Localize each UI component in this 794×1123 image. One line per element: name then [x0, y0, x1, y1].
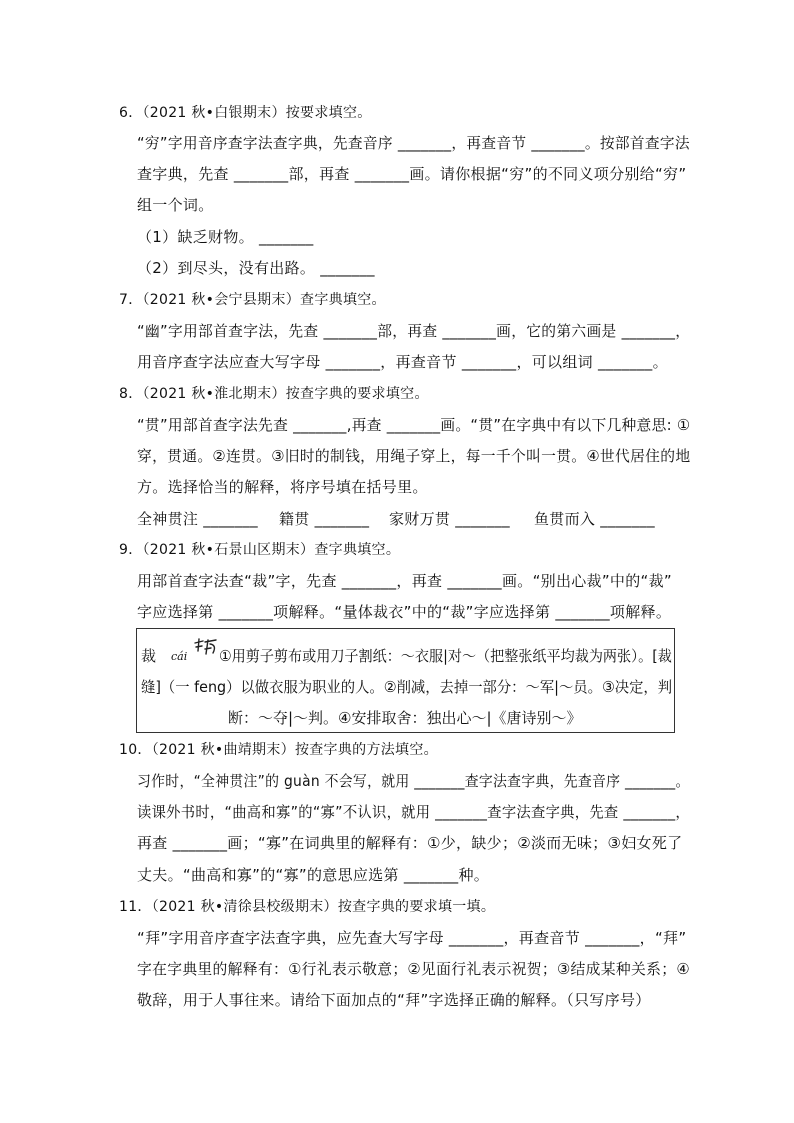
question-8-word-1: 全神贯注 _______	[137, 510, 258, 528]
question-8-line-2: 穿，贯通。②连贯。③旧时的制钱，用绳子穿上，每一千个叫一贯。④世代居住的地	[137, 447, 691, 465]
question-11-line-1: “拜”字用音序查字法查字典，应先查大写字母 _______，再查音节 _______，“拜”	[137, 929, 687, 947]
dictionary-entry-char: 裁	[141, 647, 157, 665]
question-7-line-2: 用音序查字法应查大写字母 _______，再查音节 _______，可以组词 _______。	[137, 353, 668, 371]
question-8-line-1: “贯”用部首查字法先查 _______,再查 _______画。“贯”在字典中有以下几种意思: ①	[137, 416, 691, 434]
question-11-line-3: 敬辞，用于人事往来。请给下面加点的“拜”字选择正确的解释。（只写序号）	[137, 991, 651, 1009]
question-10-line-3: 再查 _______画；“寡”在词典里的解释有：①少，缺少；②淡而无味；③妇女死了	[137, 834, 683, 852]
question-9-line-1: 用部首查字法查“裁”字，先查 _______，再查 _______画。“别出心裁”中的“裁”	[137, 572, 672, 590]
question-8-word-4: 鱼贯而入 _______	[534, 510, 655, 528]
question-8-word-2: 籍贯 _______	[279, 510, 370, 528]
question-6-line-5: （2）到尽头，没有出路。 _______	[137, 259, 375, 277]
question-6-heading: 6．（2021 秋•白银期末）按要求填空。	[119, 105, 372, 121]
question-10-line-2: 读课外书时，“曲高和寡”的“寡”不认识，就用 _______查字法查字典，先查 _______，	[137, 803, 691, 821]
question-11-line-2: 字在字典里的解释有：①行礼表示敬意；②见面行礼表示祝贺；③结成某种关系；④	[137, 960, 690, 978]
question-10-line-1: 习作时，“全神贯注”的 guàn 不会写，就用 _______查字法查字典，先查音序 _______。	[137, 772, 690, 790]
question-9-heading: 9．（2021 秋•石景山区期末）查字典填空。	[119, 542, 401, 558]
question-8-word-3: 家财万贯 _______	[389, 510, 510, 528]
dictionary-entry-pinyin: cái	[171, 650, 188, 663]
question-6-line-3: 组一个词。	[137, 196, 214, 214]
handwritten-stroke-mark	[193, 637, 219, 657]
question-6-line-2: 查字典，先查 _______部，再查 _______画。请你根据“穷”的不同义项分别给“穷”	[137, 165, 687, 183]
question-8-heading: 8．（2021 秋•淮北期末）按查字典的要求填空。	[119, 386, 429, 402]
question-6-line-1: “穷”字用音序查字法查字典，先查音序 _______，再查音节 _______。按部首查字法	[137, 134, 690, 152]
question-10-heading: 10．（2021 秋•曲靖期末）按查字典的方法填空。	[119, 742, 438, 758]
dictionary-entry-line-2: 缝]（一 feng）以做衣服为职业的人。②削减，去掉一部分：～军|～员。③决定，判	[141, 678, 673, 696]
question-6-line-4: （1）缺乏财物。 _______	[137, 228, 314, 246]
dictionary-entry-line-1: ①用剪子剪布或用刀子割纸：～衣服|对～（把整张纸平均裁为两张）。[裁	[219, 647, 672, 665]
question-7-line-1: “幽”字用部首查字法，先查 _______部，再查 _______画，它的第六画是 _______，	[137, 322, 691, 340]
dictionary-entry-line-3: 断：～夺|～判。④安排取舍：独出心～|《唐诗别～》	[228, 709, 582, 727]
question-9-line-2: 字应选择第 _______项解释。“量体裁衣”中的“裁”字应选择第 _______项解释。	[137, 603, 672, 621]
question-10-line-4: 丈夫。“曲高和寡”的“寡”的意思应选第 _______种。	[137, 866, 490, 884]
question-11-heading: 11．（2021 秋•清徐县校级期末）按查字典的要求填一填。	[119, 899, 496, 915]
question-8-line-3: 方。选择恰当的解释，将序号填在括号里。	[137, 478, 428, 496]
question-7-heading: 7．（2021 秋•会宁县期末）查字典填空。	[119, 292, 386, 308]
